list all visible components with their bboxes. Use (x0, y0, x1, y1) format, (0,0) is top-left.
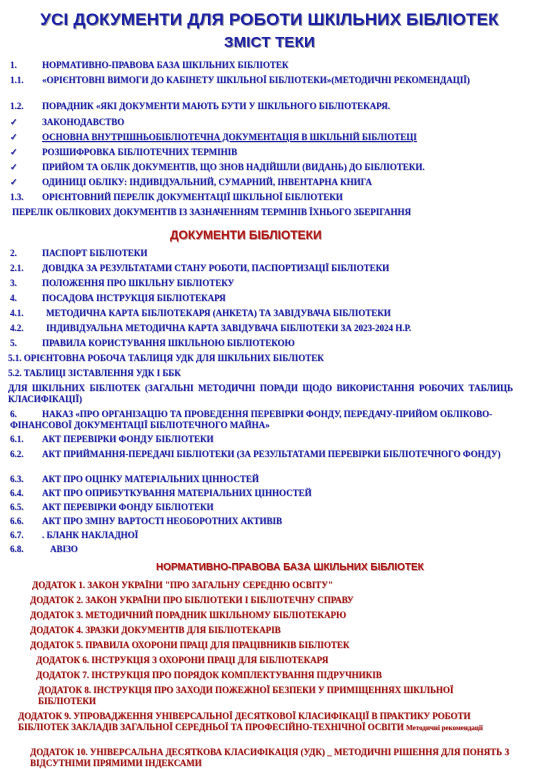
document-title: УСІ ДОКУМЕНТИ ДЛЯ РОБОТИ ШКІЛЬНИХ БІБЛІОТЕК (40, 10, 499, 29)
annex-item: ДОДАТОК 3. МЕТОДИЧНИЙ ПОРАДНИК ШКІЛЬНОМУ БІБЛІОТЕКАРЮ (30, 610, 347, 620)
annex-item: ДОДАТОК 8. ІНСТРУКЦІЯ ПРО ЗАХОДИ ПОЖЕЖНОЇ БЕЗПЕКИ У ПРИМІЩЕННЯХ ШКІЛЬНОЇ БІБЛІОТЕКИ (38, 685, 454, 706)
check-icon: ✓ (10, 147, 18, 157)
annex-item: ДОДАТОК 9. УПРОВАДЖЕННЯ УНІВЕРСАЛЬНОЇ ДЕСЯТКОВОЇ КЛАСИФІКАЦІЇ В ПРАКТИКУ РОБОТИ БІБЛІОТЕК ЗАКЛАДІВ ЗАГАЛЬНОЇ СЕРЕДНЬОЇ ТА ПРОФЕСІЙНО-ТЕХНІЧНОЇ ОСВІТИ Методичні рекомендації (18, 711, 483, 732)
annex-item: ДОДАТОК 2. ЗАКОН УКРАЇНИ ПРО БІБЛІОТЕКИ І БІБЛІОТЕЧНУ СПРАВУ (30, 595, 354, 605)
annex-item: ДОДАТОК 4. ЗРАЗКИ ДОКУМЕНТІВ ДЛЯ БІБЛІОТЕКАРІВ (30, 625, 281, 635)
document-page: УСІ ДОКУМЕНТИ ДЛЯ РОБОТИ ШКІЛЬНИХ БІБЛІОТЕК ЗМІСТ ТЕКИ 1. НОРМАТИВНО-ПРАВОВА БАЗА ШКІЛЬНИХ БІБЛІОТЕК 1.1. «ОРІЄНТОВНІ ВИМОГИ ДО КАБІНЕТУ ШКІЛЬНОЇ БІБЛІОТЕКИ»(МЕТОДИЧНІ РЕКОМЕНДАЦІЇ) 1.2. ПОРАДНИК «ЯКІ ДОКУМЕНТИ МАЮТЬ БУТИ У ШКІЛЬНОГО БІБЛІОТЕКАРЯ. ✓ ЗАКОНОДАВСТВО ✓ ОСНОВНА ВНУТРІШНЬОБІБЛІОТЕЧНА ДОКУМЕНТАЦІЯ В ШКІЛЬНІЙ БІБЛІОТЕЦІ ✓ РОЗШИФРОВКА БІБЛІОТЕЧНИХ ТЕРМІНІВ ✓ ПРИЙОМ ТА ОБЛІК ДОКУМЕНТІВ, ЩО ЗНОВ НАДІЙШЛИ (ВИДАНЬ) ДО БІБЛІОТЕКИ. ✓ ОДИНИЦІ ОБЛІКУ: ІНДИВІДУАЛЬНИЙ, СУМАРНИЙ, ІНВЕНТАРНА КНИГА 1.3. ОРІЄНТОВНИЙ ПЕРЕЛІК ДОКУМЕНТАЦІЇ ШКІЛЬНОЇ БІБЛІОТЕКИ ПЕРЕЛІК ОБЛІКОВИХ ДОКУМЕНТІВ ІЗ ЗАЗНАЧЕННЯМ ТЕРМІНІВ ЇХНЬОГО ЗБЕРІГАННЯ ДОКУМЕНТИ БІБЛІОТЕКИ 2. ПАСПОРТ БІБЛІОТЕКИ 2.1. ДОВІДКА ЗА РЕЗУЛЬТАТАМИ СТАНУ РОБОТИ, ПАСПОРТИЗАЦІЇ БІБЛІОТЕКИ 3. ПОЛОЖЕННЯ ПРО ШКІЛЬНУ БІБЛІОТЕКУ 4. ПОСАДОВА ІНСТРУКЦІЯ БІБЛІОТЕКАРЯ 4.1. МЕТОДИЧНА КАРТА БІБЛІОТЕКАРЯ (АНКЕТА) ТА ЗАВІДУВАЧА БІБЛІОТЕКИ 4.2. ІНДИВІДУАЛЬНА МЕТОДИЧНА КАРТА ЗАВІДУВАЧА БІБЛІОТЕКИ ЗА 2023-2024 Н.Р. 5. ПРАВИЛА КОРИСТУВАННЯ ШКІЛЬНОЮ БІБЛІОТЕКОЮ 5.1. ОРІЄНТОВНА РОБОЧА ТАБЛИЦЯ УДК ДЛЯ ШКІЛЬНИХ БІБЛІОТЕК 5.2. ТАБЛИЦІ ЗІСТАВЛЕННЯ УДК І ББК ДЛЯ ШКІЛЬНИХ БІБЛІОТЕК (ЗАГАЛЬНІ МЕТОДИЧНІ ПОРАДИ ЩОДО ВИКОРИСТАННЯ РОБОЧИХ ТАБЛИЦЬ КЛАСИФІКАЦІЇ) 6. НАКАЗ «ПРО ОРГАНІЗАЦІЮ ТА ПРОВЕДЕННЯ ПЕРЕВІРКИ ФОНДУ, ПЕРЕДАЧУ-ПРИЙОМ ОБЛІКОВО-ФІНАНСОВОЇ ДОКУМЕНТАЦІЇ БІБЛІОТЕЧНОГО МАЙНА» 6.1. АКТ ПЕРЕВІРКИ ФОНДУ БІБЛІОТЕКИ 6.2. АКТ ПРИЙМАННЯ-ПЕРЕДАЧІ БІБЛІОТЕКИ (ЗА РЕЗУЛЬТАТАМИ ПЕРЕВІРКИ БІБЛІОТЕЧНОГО ФОНДУ) 6.3. АКТ ПРО ОЦІНКУ МАТЕРІАЛЬНИХ ЦІННОСТЕЙ 6.4. АКТ ПРО ОПРИБУТКУВАННЯ МАТЕРІАЛЬНИХ ЦІННОСТЕЙ 6.5. АКТ ПЕРЕВІРКИ ФОНДУ БІБЛІОТЕКИ 6.6. АКТ ПРО ЗМІНУ ВАРТОСТІ НЕОБОРОТНИХ АКТИВІВ 6.7. . БЛАНК НАКЛАДНОЇ 6.8. АВІЗО НОРМАТИВНО-ПРАВОВА БАЗА ШКІЛЬНИХ БІБЛІОТЕК ДОДАТОК 1. ЗАКОН УКРАЇНИ "ПРО ЗАГАЛЬНУ СЕРЕДНЮ ОСВІТУ" ДОДАТОК 2. ЗАКОН УКРАЇНИ ПРО БІБЛІОТЕКИ І БІБЛІОТЕЧНУ СПРАВУ ДОДАТОК 3. МЕТОДИЧНИЙ ПОРАДНИК ШКІЛЬНОМУ БІБЛІОТЕКАРЮ ДОДАТОК 4. ЗРАЗКИ ДОКУМЕНТІВ ДЛЯ БІБЛІОТЕКАРІВ ДОДАТОК 5. ПРАВИЛА ОХОРОНИ ПРАЦІ ДЛЯ ПРАЦІВНИКІВ БІБЛІОТЕК ДОДАТОК 6. ІНСТРУКЦІЯ З ОХОРОНИ ПРАЦІ ДЛЯ БІБЛІОТЕКАРЯ ДОДАТОК 7. ІНСТРУКЦІЯ ПРО ПОРЯДОК КОМПЛЕКТУВАННЯ ПІДРУЧНИКІВ ДОДАТОК 8. ІНСТРУКЦІЯ ПРО ЗАХОДИ ПОЖЕЖНОЇ БЕЗПЕКИ У ПРИМІЩЕННЯХ ШКІЛЬНОЇ БІБЛІОТЕКИ ДОДАТОК 9. УПРОВАДЖЕННЯ УНІВЕРСАЛЬНОЇ ДЕСЯТКОВОЇ КЛАСИФІКАЦІЇ В ПРАКТИКУ РОБОТИ БІБЛІОТЕК ЗАКЛАДІВ ЗАГАЛЬНОЇ СЕРЕДНЬОЇ ТА ПРОФЕСІЙНО-ТЕХНІЧНОЇ ОСВІТИ Методичні рекомендації ДОДАТОК 10. УНІВЕРСАЛЬНА ДЕСЯТКОВА КЛАСИФІКАЦІЯ (УДК) _ МЕТОДИЧНІ РІШЕННЯ ДЛЯ ПОНЯТЬ З ВІДСУТНІМИ ПРЯМИМИ ІНДЕКСАМИ (0, 0, 539, 765)
check-icon: ✓ (10, 117, 18, 127)
annex-item: ДОДАТОК 5. ПРАВИЛА ОХОРОНИ ПРАЦІ ДЛЯ ПРАЦІВНИКІВ БІБЛІОТЕК (30, 640, 350, 650)
annex-note: Методичні рекомендації (406, 724, 483, 732)
check-icon: ✓ (10, 132, 18, 142)
annex-item: ДОДАТОК 10. УНІВЕРСАЛЬНА ДЕСЯТКОВА КЛАСИФІКАЦІЯ (УДК) _ МЕТОДИЧНІ РІШЕННЯ ДЛЯ ПОНЯТЬ З ВІДСУТНІМИ ПРЯМИМИ ІНДЕКСАМИ (30, 747, 510, 768)
annex-item: ДОДАТОК 6. ІНСТРУКЦІЯ З ОХОРОНИ ПРАЦІ ДЛЯ БІБЛІОТЕКАРЯ (36, 655, 329, 665)
check-icon: ✓ (10, 162, 18, 172)
annex-item: ДОДАТОК 1. ЗАКОН УКРАЇНИ "ПРО ЗАГАЛЬНУ СЕРЕДНЮ ОСВІТУ" (32, 580, 333, 590)
annex-item: ДОДАТОК 7. ІНСТРУКЦІЯ ПРО ПОРЯДОК КОМПЛЕКТУВАННЯ ПІДРУЧНИКІВ (36, 670, 382, 680)
section-heading-legal-base: НОРМАТИВНО-ПРАВОВА БАЗА ШКІЛЬНИХ БІБЛІОТЕК (156, 562, 424, 573)
document-subtitle: ЗМІСТ ТЕКИ (224, 34, 315, 51)
check-icon: ✓ (10, 177, 18, 187)
section-heading-library-docs: ДОКУМЕНТИ БІБЛІОТЕКИ (170, 228, 322, 242)
